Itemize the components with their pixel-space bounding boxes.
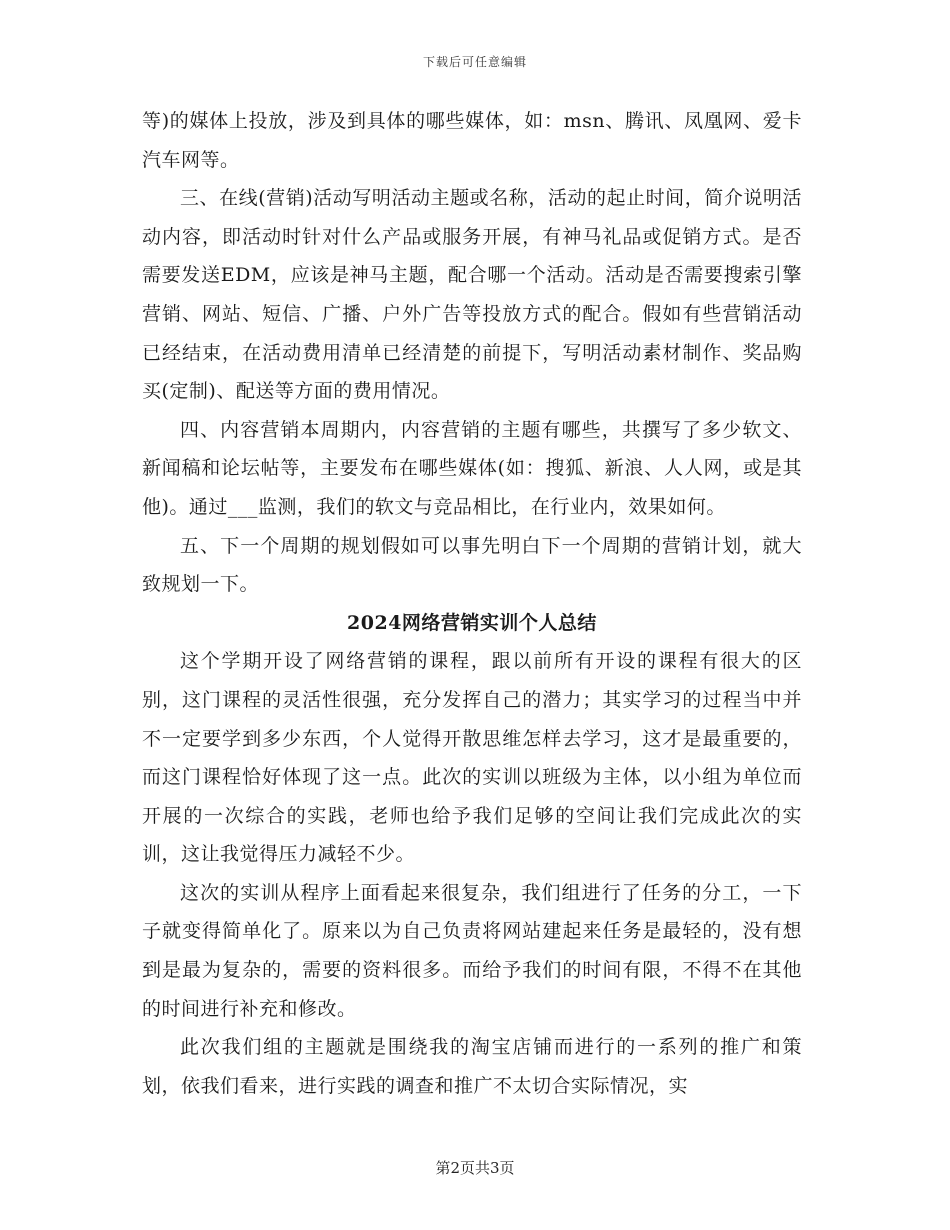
page-header: 下载后可任意编辑 [422,55,527,69]
paragraph-group-theme: 此次我们组的主题就是围绕我的淘宝店铺而进行的一系列的推广和策划，依我们看来，进行实践的调查和推广不太切合实际情况，实 [142,1036,802,1097]
paragraph-media-continuation: 等)的媒体上投放，涉及到具体的哪些媒体，如：msn、腾讯、凤凰网、爱卡汽车网等。 [142,110,802,171]
paragraph-online-activities: 三、在线(营销)活动写明活动主题或名称，活动的起止时间，简介说明活动内容，即活动时针对什么产品或服务开展，有神马礼品或促销方式。是否需要发送EDM，应该是神马主题，配合哪一个活动。活动是否需要搜索引擎营销、网站、短信、广播、户外广告等投放方式的配合。假如有些营销活动已经结束，在活动费用清单已经清楚的前提下，写明活动素材制作、奖品购买(定制)、配送等方面的费用情况。 [142,187,802,403]
paragraph-training-process: 这次的实训从程序上面看起来很复杂，我们组进行了任务的分工，一下子就变得简单化了。原来以为自己负责将网站建起来任务是最轻的，没有想到是最为复杂的，需要的资料很多。而给予我们的时间有限，不得不在其他的时间进行补充和修改。 [142,881,802,1020]
document-body [142,102,802,1105]
paragraph-next-period-plan: 五、下一个周期的规划假如可以事先明白下一个周期的营销计划，就大致规划一下。 [142,534,802,596]
page-number: 第2页共3页 [435,1159,515,1177]
paragraph-content-marketing: 四、内容营销本周期内，内容营销的主题有哪些，共撰写了多少软文、新闻稿和论坛帖等，主要发布在哪些媒体(如：搜狐、新浪、人人网，或是其他)。通过___监测，我们的软文与竞品相比，在行业内，效果如何。 [142,418,802,518]
section-title: 2024网络营销实训个人总结 [347,611,597,634]
paragraph-course-intro: 这个学期开设了网络营销的课程，跟以前所有开设的课程有很大的区别，这门课程的灵活性很强，充分发挥自己的潜力；其实学习的过程当中并不一定要学到多少东西，个人觉得开散思维怎样去学习，这才是最重要的，而这门课程恰好体现了这一点。此次的实训以班级为主体，以小组为单位而开展的一次综合的实践，老师也给予我们足够的空间让我们完成此次的实训，这让我觉得压力减轻不少。 [142,650,802,866]
